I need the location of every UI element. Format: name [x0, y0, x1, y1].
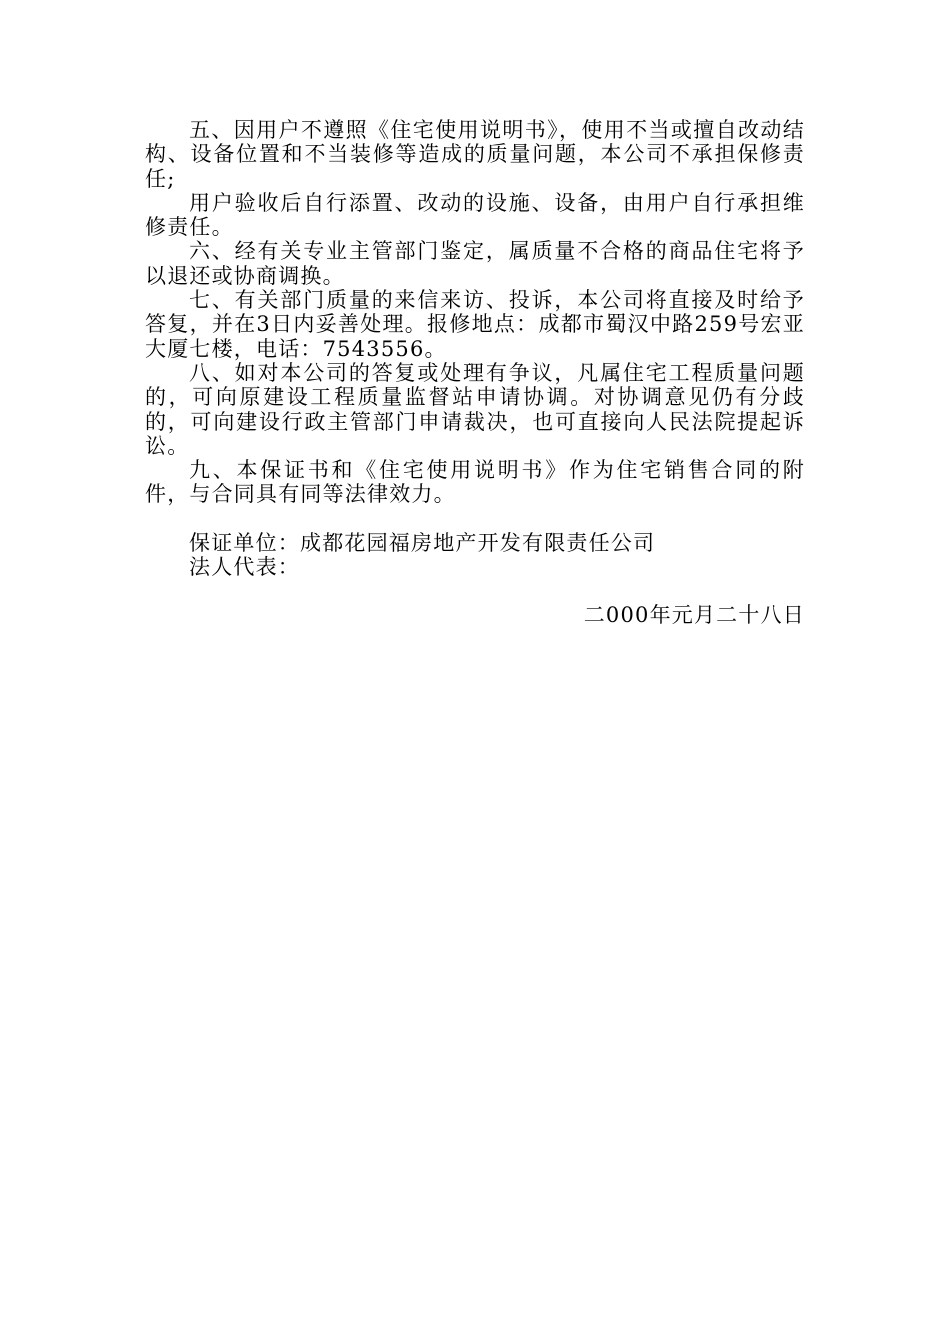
- document-date: 二000年元月二十八日: [583, 603, 805, 628]
- paragraph-clause-8: 八、如对本公司的答复或处理有争议，凡属住宅工程质量问题的，可向原建设工程质量监督站申请协调。对协调意见仍有分歧的，可向建设行政主管部门申请裁决，也可直接向人民法院提起诉讼。: [145, 360, 805, 458]
- legal-representative-line: 法人代表：: [189, 555, 300, 580]
- paragraph-clause-6: 六、经有关专业主管部门鉴定，属质量不合格的商品住宅将予以退还或协商调换。: [145, 239, 805, 288]
- document-page: [145, 118, 805, 628]
- signature-block: [145, 531, 805, 580]
- paragraph-clause-7: 七、有关部门质量的来信来访、投诉，本公司将直接及时给予答复，并在3日内妥善处理。报修地点：成都市蜀汉中路259号宏亚大厦七楼，电话：7543556。: [145, 288, 805, 361]
- paragraph-clause-5: 五、因用户不遵照《住宅使用说明书》，使用不当或擅自改动结构、设备位置和不当装修等造成的质量问题，本公司不承担保修责任;: [145, 118, 805, 191]
- guarantor-line: 保证单位：成都花园福房地产开发有限责任公司: [189, 530, 656, 555]
- paragraph-clause-9: 九、本保证书和《住宅使用说明书》作为住宅销售合同的附件，与合同具有同等法律效力。: [145, 458, 805, 507]
- paragraph-user-modifications: 用户验收后自行添置、改动的设施、设备，由用户自行承担维修责任。: [145, 190, 805, 240]
